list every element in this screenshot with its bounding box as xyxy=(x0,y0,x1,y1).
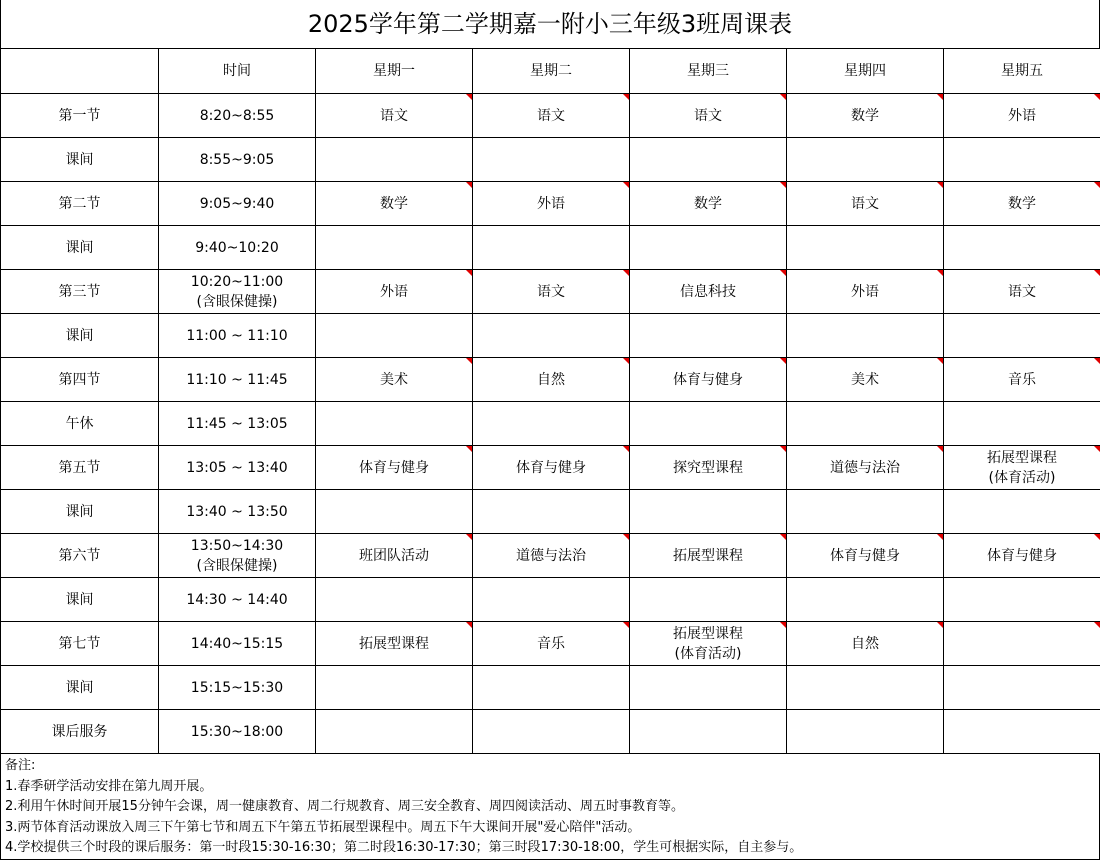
subject-cell: 数学 xyxy=(787,94,944,138)
time-cell xyxy=(159,622,316,666)
subject-cell xyxy=(630,666,787,710)
table-row xyxy=(1,534,1100,578)
table-row xyxy=(1,710,1100,754)
subject-cell xyxy=(787,578,944,622)
time-note: (含眼保健操) xyxy=(196,557,278,574)
time-cell xyxy=(159,578,316,622)
subject-cell xyxy=(944,314,1100,358)
subject-cell xyxy=(787,226,944,270)
subject-cell xyxy=(473,402,630,446)
subject-cell xyxy=(630,138,787,182)
subject-cell: 外语 xyxy=(316,270,473,314)
period-name-cell: 第五节 xyxy=(1,446,159,490)
period-name-cell: 第六节 xyxy=(1,534,159,578)
subject-cell xyxy=(630,578,787,622)
subject-cell: 自然 xyxy=(787,622,944,666)
subject-cell: 道德与法治 xyxy=(787,446,944,490)
subject-cell: 探究型课程 xyxy=(630,446,787,490)
time-range: 15:30~18:00 xyxy=(190,723,284,740)
time-cell xyxy=(159,490,316,534)
subject-cell: 音乐 xyxy=(473,622,630,666)
subject-cell xyxy=(316,666,473,710)
subject-cell: 信息科技 xyxy=(630,270,787,314)
period-name-cell: 课间 xyxy=(1,490,159,534)
time-note: (含眼保健操) xyxy=(196,293,278,310)
header-cell-time: 时间 xyxy=(159,49,316,94)
header-cell-wednesday: 星期三 xyxy=(630,49,787,94)
table-row xyxy=(1,94,1100,138)
subject-name: 拓展型课程 xyxy=(673,625,743,642)
subject-cell xyxy=(473,578,630,622)
subject-cell: 数学 xyxy=(316,182,473,226)
subject-cell: 语文 xyxy=(473,94,630,138)
header-cell-monday: 星期一 xyxy=(316,49,473,94)
subject-cell: 语文 xyxy=(473,270,630,314)
table-row xyxy=(1,490,1100,534)
period-name-cell: 课间 xyxy=(1,578,159,622)
table-row xyxy=(1,270,1100,314)
page-title: 2025学年第二学期嘉一附小三年级3班周课表 xyxy=(0,0,1100,48)
period-name-cell: 课间 xyxy=(1,666,159,710)
subject-cell xyxy=(787,402,944,446)
subject-cell: 道德与法治 xyxy=(473,534,630,578)
header-cell-tuesday: 星期二 xyxy=(473,49,630,94)
subject-cell: 自然 xyxy=(473,358,630,402)
subject-cell xyxy=(944,578,1100,622)
subject-cell xyxy=(316,490,473,534)
table-row xyxy=(1,226,1100,270)
table-row xyxy=(1,578,1100,622)
period-name-cell: 午休 xyxy=(1,402,159,446)
subject-cell xyxy=(787,314,944,358)
time-range: 11:45 ~ 13:05 xyxy=(186,415,288,432)
subject-cell xyxy=(944,666,1100,710)
subject-cell xyxy=(787,666,944,710)
subject-cell xyxy=(944,226,1100,270)
subject-cell: 美术 xyxy=(316,358,473,402)
subject-note: (体育活动) xyxy=(988,469,1056,486)
notes-box xyxy=(0,753,1100,860)
table-row xyxy=(1,182,1100,226)
subject-cell: 拓展型课程 xyxy=(630,534,787,578)
subject-cell: 语文 xyxy=(944,270,1100,314)
time-cell xyxy=(159,314,316,358)
time-cell xyxy=(159,358,316,402)
time-range: 14:30 ~ 14:40 xyxy=(186,591,288,608)
time-range: 8:20~8:55 xyxy=(199,107,275,124)
period-name-cell: 第三节 xyxy=(1,270,159,314)
subject-cell: 语文 xyxy=(316,94,473,138)
period-name-cell: 第四节 xyxy=(1,358,159,402)
header-row xyxy=(1,49,1100,94)
time-range: 9:05~9:40 xyxy=(199,195,275,212)
time-cell xyxy=(159,226,316,270)
subject-cell xyxy=(473,666,630,710)
time-range: 11:10 ~ 11:45 xyxy=(186,371,288,388)
period-name-cell: 课间 xyxy=(1,314,159,358)
subject-cell xyxy=(787,490,944,534)
note-line: 3.两节体育活动课放入周三下午第七节和周五下午第五节拓展型课程中。周五下午大课间开展"爱心陪伴"活动。 xyxy=(5,819,641,835)
subject-cell xyxy=(630,490,787,534)
subject-cell: 数学 xyxy=(630,182,787,226)
time-range: 13:40 ~ 13:50 xyxy=(186,503,288,520)
subject-cell xyxy=(944,138,1100,182)
subject-cell xyxy=(316,578,473,622)
subject-cell xyxy=(944,622,1100,666)
subject-cell xyxy=(316,314,473,358)
time-cell xyxy=(159,710,316,754)
subject-cell: 体育与健身 xyxy=(316,446,473,490)
subject-cell: 体育与健身 xyxy=(473,446,630,490)
header-cell-friday: 星期五 xyxy=(944,49,1100,94)
table-row xyxy=(1,622,1100,666)
subject-cell: 体育与健身 xyxy=(944,534,1100,578)
table-row xyxy=(1,666,1100,710)
header-cell-thursday: 星期四 xyxy=(787,49,944,94)
time-range: 14:40~15:15 xyxy=(190,635,284,652)
subject-cell xyxy=(787,138,944,182)
subject-note: (体育活动) xyxy=(674,645,742,662)
header-cell-blank xyxy=(1,49,159,94)
subject-cell: 外语 xyxy=(473,182,630,226)
time-cell xyxy=(159,138,316,182)
subject-cell xyxy=(630,710,787,754)
subject-cell: 体育与健身 xyxy=(787,534,944,578)
schedule-body xyxy=(1,94,1100,754)
time-cell xyxy=(159,402,316,446)
subject-cell xyxy=(630,314,787,358)
period-name-cell: 课间 xyxy=(1,226,159,270)
subject-cell: 语文 xyxy=(787,182,944,226)
time-cell xyxy=(159,534,316,578)
subject-cell xyxy=(473,138,630,182)
subject-cell xyxy=(473,226,630,270)
schedule-table xyxy=(0,48,1100,754)
subject-cell: 外语 xyxy=(787,270,944,314)
subject-cell xyxy=(944,402,1100,446)
note-line: 2.利用午休时间开展15分钟午会课，周一健康教育、周二行规教育、周三安全教育、周四阅读活动、周五时事教育等。 xyxy=(5,799,684,814)
time-range: 9:40~10:20 xyxy=(195,239,279,256)
subject-cell: 音乐 xyxy=(944,358,1100,402)
time-range: 10:20~11:00 xyxy=(190,273,284,290)
subject-cell: 体育与健身 xyxy=(630,358,787,402)
subject-cell: 语文 xyxy=(630,94,787,138)
subject-cell xyxy=(473,490,630,534)
subject-cell: 外语 xyxy=(944,94,1100,138)
notes-heading: 备注: xyxy=(5,758,36,773)
time-range: 11:00 ~ 11:10 xyxy=(186,327,288,344)
period-name-cell: 第二节 xyxy=(1,182,159,226)
time-cell xyxy=(159,94,316,138)
time-cell xyxy=(159,270,316,314)
subject-cell xyxy=(316,710,473,754)
subject-cell xyxy=(473,710,630,754)
table-row xyxy=(1,138,1100,182)
table-row xyxy=(1,358,1100,402)
subject-cell xyxy=(473,314,630,358)
period-name-cell: 课间 xyxy=(1,138,159,182)
table-row xyxy=(1,314,1100,358)
time-cell xyxy=(159,666,316,710)
subject-cell xyxy=(630,622,787,666)
subject-cell xyxy=(316,226,473,270)
note-line: 4.学校提供三个时段的课后服务：第一时段15:30-16:30；第二时段16:30-17:30；第三时段17:30-18:00，学生可根据实际，自主参与。 xyxy=(5,840,803,855)
note-line: 1.春季研学活动安排在第九周开展。 xyxy=(5,778,213,794)
subject-cell: 拓展型课程 xyxy=(316,622,473,666)
subject-name: 拓展型课程 xyxy=(987,449,1057,466)
time-range: 15:15~15:30 xyxy=(190,679,284,696)
subject-cell xyxy=(944,710,1100,754)
table-row xyxy=(1,446,1100,490)
time-cell xyxy=(159,182,316,226)
subject-cell xyxy=(944,490,1100,534)
subject-cell xyxy=(630,226,787,270)
time-cell xyxy=(159,446,316,490)
table-row xyxy=(1,402,1100,446)
subject-cell xyxy=(787,710,944,754)
period-name-cell: 课后服务 xyxy=(1,710,159,754)
period-name-cell: 第七节 xyxy=(1,622,159,666)
subject-cell xyxy=(316,138,473,182)
subject-cell xyxy=(316,402,473,446)
subject-cell: 美术 xyxy=(787,358,944,402)
subject-cell xyxy=(944,446,1100,490)
subject-cell: 班团队活动 xyxy=(316,534,473,578)
subject-cell xyxy=(630,402,787,446)
time-range: 13:50~14:30 xyxy=(190,537,284,554)
time-range: 13:05 ~ 13:40 xyxy=(186,459,288,476)
time-range: 8:55~9:05 xyxy=(199,151,275,168)
subject-cell: 数学 xyxy=(944,182,1100,226)
period-name-cell: 第一节 xyxy=(1,94,159,138)
